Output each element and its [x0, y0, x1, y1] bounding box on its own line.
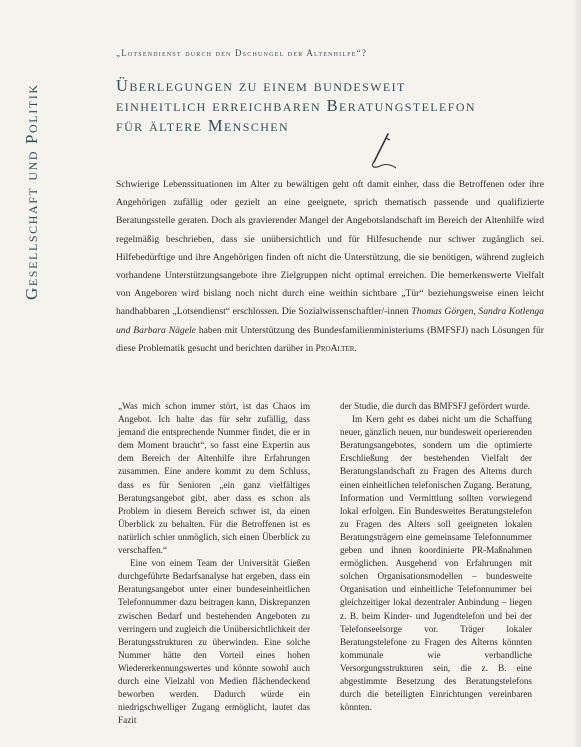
- article-kicker: „Lotsendienst durch den Dschungel der Altenhilfe“?: [116, 48, 368, 58]
- body-paragraph: Eine von einem Team der Universität Gießen durchgeführte Bedarfsanalyse hat ergeben, dass ein Beratungsangebot unter einer bundeseinheitlichen Telefonnummer dazu beitragen kann, Diskrepanzen zwischen Bedarf und bestehenden Angeboten zu verringern und zugleich die Unübersichtlichkeit der Beratungsstrukturen zu überwinden. Eine solche Nummer hätte den Vorteil eines hohen Wiedererkennungswertes und könnte sowohl auch durch eine Vielzahl von Medien flächendeckend beworben werden. Dadurch würde ein niedrigschwelliger Zugang ermöglicht, lautet das Fazit: [118, 558, 310, 726]
- body-column-left: [118, 400, 310, 727]
- headline-line: einheitlich erreichbaren Beratungstelefon: [116, 96, 476, 115]
- headline-line: Überlegungen zu einem bundesweit: [116, 76, 406, 95]
- fountain-pen-icon: [366, 132, 400, 170]
- article-headline: [116, 76, 546, 136]
- intro-text: .: [354, 342, 357, 354]
- journal-name: ProAlter: [315, 342, 355, 354]
- intro-authors: Thomas Görgen, Sandra Kotlenga und Barbara Nägele: [116, 306, 544, 336]
- article-intro: [116, 176, 544, 358]
- body-column-right: [340, 400, 532, 714]
- body-paragraph: der Studie, die durch das BMFSFJ gefördert wurde.: [340, 401, 531, 411]
- page-edge-shadow: [573, 0, 581, 747]
- section-sidebar-title: Gesellschaft und Politik: [22, 83, 41, 300]
- headline-line: für ältere Menschen: [116, 116, 290, 135]
- intro-text: haben mit Unterstützung des Bundesfamilienministeriums (BMFSFJ) nach Lösungen für diese Problematik gesucht und berichten darüber in: [116, 324, 544, 354]
- body-paragraph: „Was mich schon immer stört, ist das Chaos im Angebot. Ich halte das für sehr zufällig, dass jemand die entsprechende Nummer findet, die er in dem Moment braucht“, so fasst eine Expertin aus dem Bereich der Altenhilfe ihre Erfahrungen zusammen. Eine andere kommt zu dem Schluss, dass es für Senioren „ein ganz vielfältiges Beratungsangebot gibt, aber dass es schon als Problem in diesem Bereich schwer ist, da einen Überblick zu behalten. Für die Betroffenen ist es natürlich schier unmöglich, sich einen Überblick zu verschaffen.“: [118, 401, 310, 556]
- intro-text: Schwierige Lebenssituationen im Alter zu bewältigen geht oft damit einher, dass die Betroffenen oder ihre Angehörigen zufällig oder gezielt an eine geeignete, sprich thematisch passende und qualifizierte Beratungsstelle geraten. Doch als gravierender Mangel der Angebotslandschaft im Bereich der Altenhilfe wird regelmäßig beschrieben, dass sie unübersichtlich und für Hilfesuchende nur schwer zugänglich sei. Hilfebedürftige und ihre Angehörigen finden oft nicht die Unterstützung, die sie benötigen, während zugleich vorhandene Unterstützungsangebote ihre Zielgruppen nicht optimal erreichen. Die bemerkenswerte Vielfalt von Angeboren wird bislang noch nicht durch eine weithin sichtbare „Tür“ beziehungsweise einen leicht handhabbaren „Lotsendienst“ erschlossen. Die Sozialwissenschaftler/-innen: [116, 179, 544, 318]
- body-paragraph: Im Kern geht es dabei nicht um die Schaffung neuer, gänzlich neuen, nur bundesweit operierenden Beratungsangebotes, sondern um die optimierte Erschließung der bestehenden Vielfalt der Beratungslandschaft zu Fragen des Alterns durch einen einheitlichen telefonischen Zugang. Beratung, Information und Vermittlung sollten vorwiegend lokal erfolgen. Ein Bundesweites Beratungstelefon zu Fragen des Alters soll geeigneten lokalen Beratungsträgern eine gemeinsame Telefonnummer geben und ihnen koordinierte PR-Maßnahmen ermöglichen. Ausgehend von Erfahrungen mit solchen Organisationsmodellen – bundesweite Organisation und einheitliche Telefonnummer bei gleichzeitiger lokal dezentraler Anbindung – liegen z. B. beim Kinder- und Jugendtelefon und bei der Telefonseelsorge vor. Träger lokaler Beratungstelefone zu Fragen des Alterns könnten kommunale wie verbandliche Versorgungsstrukturen sein, die z. B. eine abgestimmte Besetzung des Beratungstelefons durch die beteiligten Einrichtungen vereinbaren könnten.: [340, 414, 532, 713]
